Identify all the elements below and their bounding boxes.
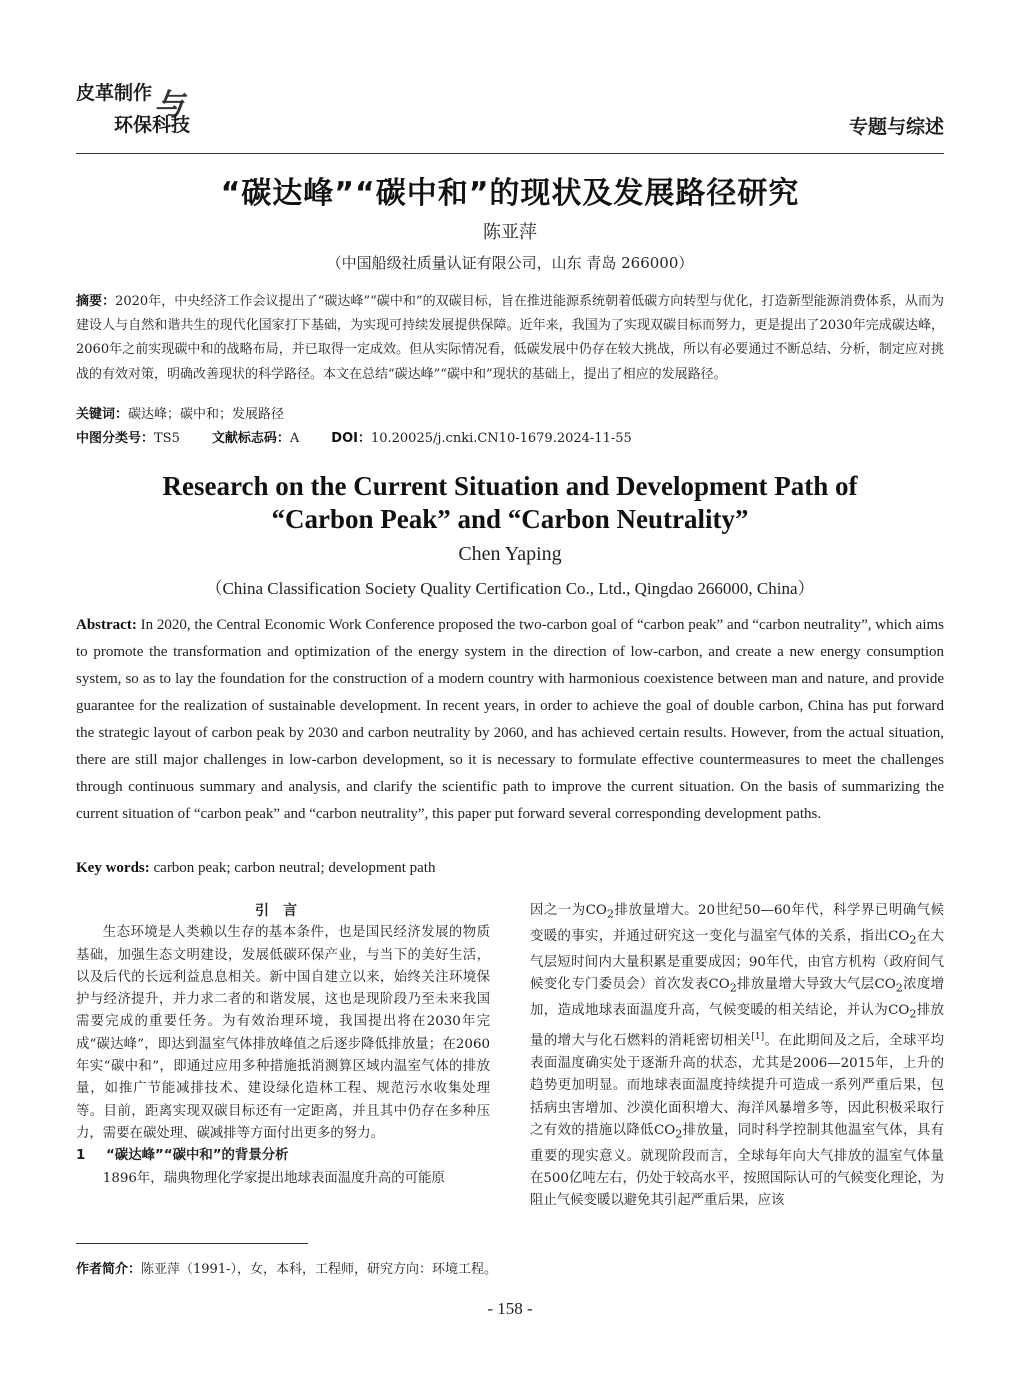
english-title-line2: “Carbon Peak” and “Carbon Neutrality” (271, 504, 749, 534)
body-column-left (76, 900, 490, 1190)
footnote-divider (76, 1243, 308, 1244)
intro-heading: 引言 (255, 903, 311, 919)
english-affiliation: （China Classification Society Quality Certification Co., Ltd., Qingdao 266000, China） (205, 579, 815, 598)
chinese-affiliation: （中国船级社质量认证有限公司，山东 青岛 266000） (326, 254, 694, 272)
header-divider (76, 153, 944, 154)
author-footnote (76, 1259, 497, 1281)
body-column-right (530, 900, 944, 1213)
intro-paragraph: 生态环境是人类赖以生存的基本条件，也是国民经济发展的物质基础，加强生态文明建设，发展低碳环保产业，与当下的美好生活，以及后代的长远利益息息相关。新中国自建立以来，始终关注环境保护与经济提升，并力求二者的和谐发展，这也是现阶段乃至未来我国需要完成的重要任务。为有效治理环境，我国提出将在2030年完成“碳达峰”，即达到温室气体排放峰值之后逐步降低排放量；在2060年实“碳中和”，即通过应用多种措施抵消测算区域内温室气体的排放量，如推广节能减排技术、建设绿化造林工程、规范污水收集处理等。目前，距离实现双碳目标还有一定距离，并且其中仍存在多种压力，需要在碳处理、碳减排等方面付出更多的努力。 (76, 925, 490, 1141)
author-footnote-text: 陈亚萍（1991-），女，本科，工程师，研究方向：环境工程。 (141, 1262, 497, 1277)
journal-logo-glyph: 与 (154, 88, 184, 123)
section-1-heading (76, 1145, 490, 1167)
doc-code-value: A (289, 431, 300, 446)
chinese-keywords (76, 404, 284, 426)
citation-marker[interactable]: [1] (751, 1032, 765, 1043)
chinese-abstract-label: 摘要： (76, 294, 116, 309)
class-number-label: 中图分类号： (76, 431, 155, 446)
chinese-abstract (76, 290, 944, 387)
english-abstract-text: In 2020, the Central Economic Work Conference proposed the two-carbon goal of “carbon peak” and “carbon neutrality”, which aims to promote the transformation and optimization of the energy system in the direction of low-carbon, and create a new energy consumption system, so as to lay the foundation for the construction of a modern country with harmonious coexistence between man and nature, and provide guarantee for the realization of sustainable development. In recent years, in order to achieve the goal of double carbon, China has put forward the strategic layout of carbon peak by 2030 and carbon neutrality by 2060, and has achieved certain results. However, from the actual situation, there are still major challenges in low-carbon development, so it is necessary to formulate effective countermeasures to meet the challenges through continuous summary and analysis, and clarify the scientific path to improve the current situation. On the basis of summarizing the current situation of “carbon peak” and “carbon neutrality”, this paper put forward several corresponding development paths. (76, 617, 944, 822)
classification-line (76, 428, 632, 450)
chinese-author: 陈亚萍 (483, 222, 537, 243)
section-1-paragraph-continued: 因之一为$CO_2$排放量增大。20世纪50—60年代，科学界已明确气候变暖的事实，并通过研究这一变化与温室气体的关系，指出$CO_2$在大气层短时间内大量积累是重要成因；90年代，由官方机构（政府间气候变化专门委员会）首次发表$CO_2$排放量增大导致大气层$CO_2$浓度增加，造成地球表面温度升高，气候变暖的相关结论，并认为$CO_2$排放量的增大与化石燃料的消耗密切相关[1]。在此期间及之后，全球平均表面温度确实处于逐渐升高的状态，尤其是2006—2015年，上升的趋势更加明显。而地球表面温度持续提升可造成一系列严重后果，包括病虫害增加、沙漠化面积增大、海洋风暴增多等，因此积极采取行之有效的措施以降低$CO_2$排放量，同时科学控制其他温室气体，具有重要的现实意义。就现阶段而言，全球每年向大气排放的温室气体量在500亿吨左右，仍处于较高水平，按照国际认可的气候变化理论，为阻止气候变暖以避免其引起严重后果，应该 (530, 903, 945, 1209)
english-keywords (76, 856, 435, 880)
section-1-number: 1 (76, 1148, 86, 1164)
english-title-line1: Research on the Current Situation and Development Path of (162, 471, 858, 501)
english-abstract-label: Abstract: (76, 617, 137, 633)
section-1-paragraph-start: 1896年，瑞典物理化学家提出地球表面温度升高的可能原 (102, 1170, 445, 1186)
chinese-keywords-label: 关键词： (76, 407, 129, 422)
journal-name-line1: 皮革制作 (76, 82, 153, 104)
doi-value: 10.20025/j.cnki.CN10-1679.2024-11-55 (370, 431, 632, 446)
class-number-value: TS5 (154, 431, 180, 446)
doc-code-label: 文献标志码： (211, 431, 290, 446)
english-title (0, 470, 1020, 536)
page-number: - 158 - (487, 1299, 533, 1318)
doi-label: DOI： (331, 431, 371, 446)
english-keywords-label: Key words: (76, 860, 150, 876)
journal-name-line2: 环保科技 (114, 114, 191, 136)
english-keywords-text: carbon peak; carbon neutral; development path (149, 860, 436, 876)
section-label: 专题与综述 (848, 116, 944, 138)
author-footnote-label: 作者简介： (76, 1262, 142, 1277)
english-author: Chen Yaping (458, 543, 562, 565)
chinese-abstract-text: 2020年，中央经济工作会议提出了“碳达峰”“碳中和”的双碳目标，旨在推进能源系统朝着低碳方向转型与优化，打造新型能源消费体系，从而为建设人与自然和谐共生的现代化国家打下基础，为实现可持续发展提供保障。近年来，我国为了实现双碳目标而努力，更是提出了2030年完成碳达峰，2060年之前实现碳中和的战略布局，并已取得一定成效。但从实际情况看，低碳发展中仍存在较大挑战，所以有必要通过不断总结、分析，制定应对挑战的有效对策，明确改善现状的科学路径。本文在总结“碳达峰”“碳中和”现状的基础上，提出了相应的发展路径。 (76, 294, 944, 382)
chinese-title: “碳达峰”“碳中和”的现状及发展路径研究 (220, 176, 800, 211)
chinese-keywords-text: 碳达峰；碳中和；发展路径 (128, 407, 285, 422)
english-abstract (76, 612, 944, 828)
section-1-title: “碳达峰”“碳中和”的背景分析 (106, 1148, 289, 1164)
journal-logo (76, 78, 206, 138)
